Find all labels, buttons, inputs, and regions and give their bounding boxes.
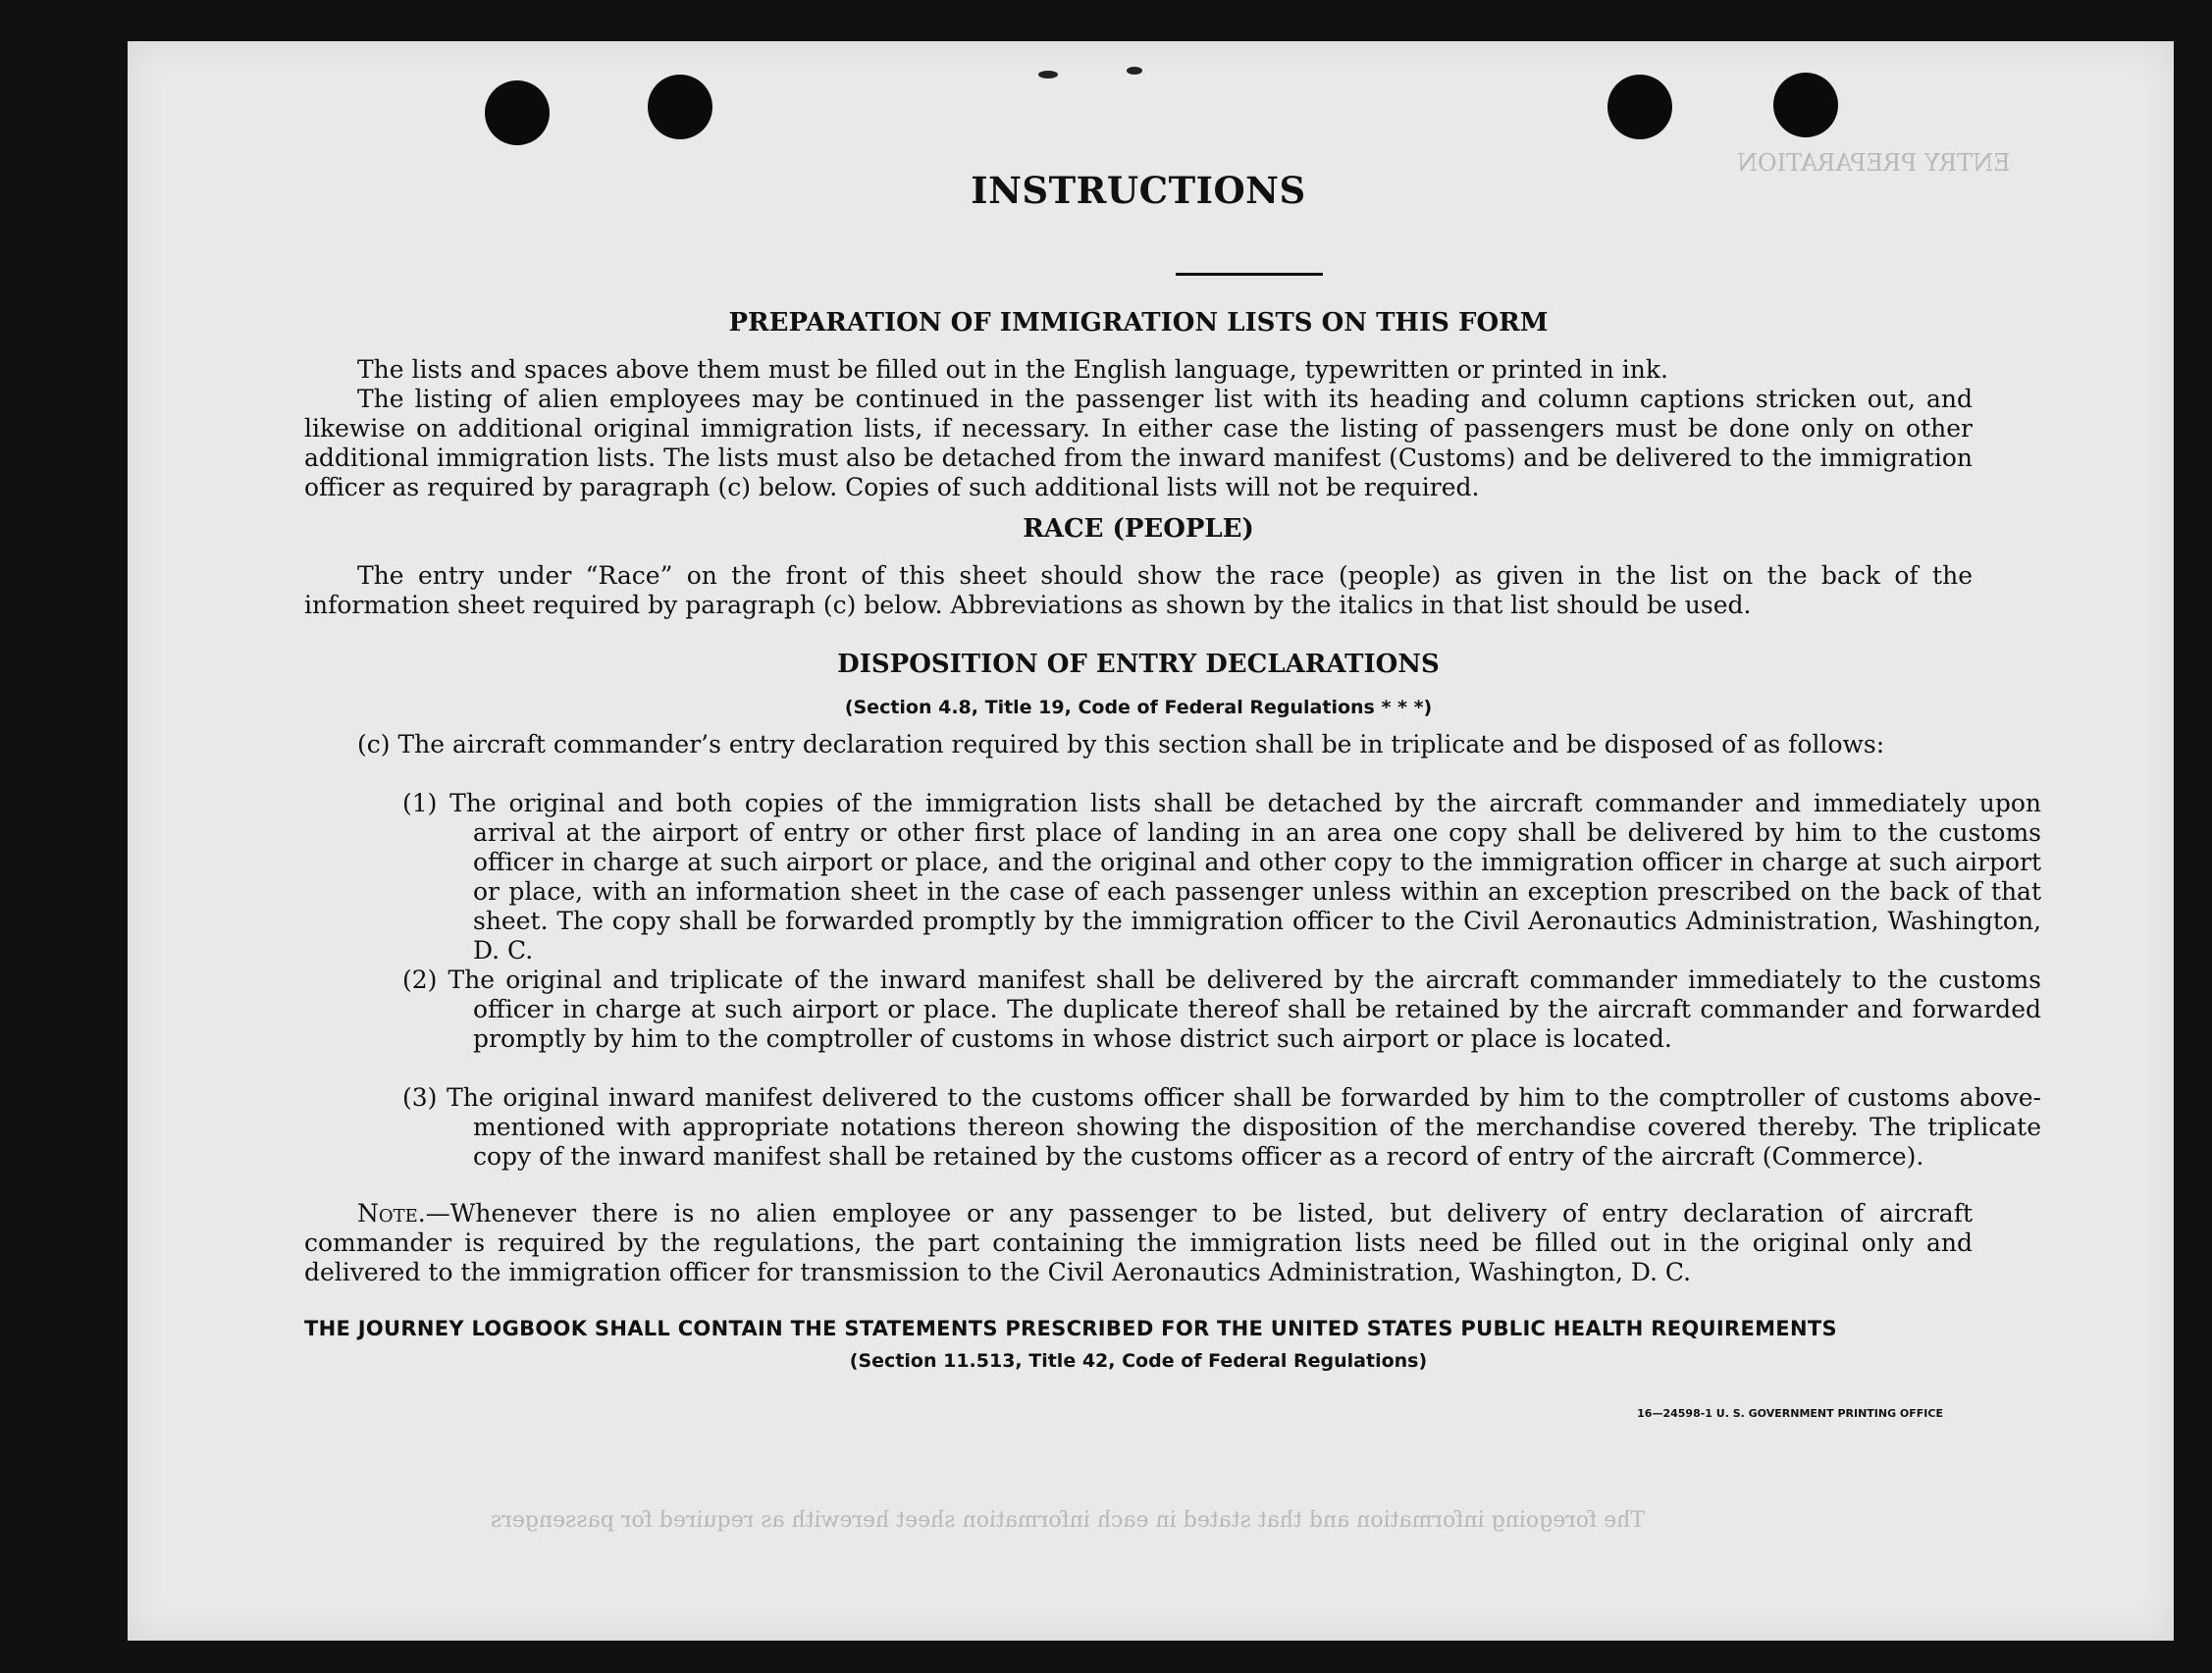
- note-paragraph: [304, 1199, 1973, 1287]
- section-heading-preparation: PREPARATION OF IMMIGRATION LISTS ON THIS FORM: [728, 308, 1549, 338]
- paragraph-language: The lists and spaces above them must be filled out in the English language, typewritten or printed in ink.: [357, 355, 1668, 384]
- health-citation: (Section 11.513, Title 42, Code of Federal Regulations): [849, 1350, 1428, 1372]
- title-underline: [1176, 273, 1323, 276]
- ink-speck: [1038, 71, 1058, 78]
- list-item: (3) The original inward manifest delivered to the customs officer shall be forwarded by him to the comptroller of customs above-mentioned with appropriate notations thereon showing the disposition of the merchandise covered thereby. The triplicate copy of the inward manifest shall be retained by the customs officer as a record of entry of the aircraft (Commerce).: [402, 1083, 2041, 1171]
- punch-hole: [1773, 73, 1838, 137]
- health-requirements-statement: THE JOURNEY LOGBOOK SHALL CONTAIN THE STATEMENTS PRESCRIBED FOR THE UNITED STATES PUBLIC HEALTH REQUIREMENTS: [304, 1317, 1837, 1340]
- bleed-through-text: The foregoing information and that stated in each information sheet herewith as required for passengers: [491, 1508, 1645, 1533]
- printing-office-imprint: 16—24598-1 U. S. GOVERNMENT PRINTING OFFICE: [1637, 1407, 1943, 1420]
- ink-speck: [1127, 67, 1142, 75]
- list-item: (2) The original and triplicate of the inward manifest shall be delivered by the aircraft commander immediately to the customs officer in charge at such airport or place. The duplicate thereof shall be retained by the aircraft commander and forwarded promptly by him to the comptroller of customs in whose district such airport or place is located.: [402, 966, 2041, 1053]
- paragraph-c-intro: (c) The aircraft commander’s entry declaration required by this section shall be in triplicate and be disposed of as follows:: [357, 730, 1885, 758]
- page-title: INSTRUCTIONS: [971, 169, 1306, 212]
- disposition-citation: (Section 4.8, Title 19, Code of Federal Regulations * * *): [844, 697, 1433, 718]
- paragraph-race: The entry under “Race” on the front of this sheet should show the race (people) as given in the list on the back of the information sheet required by paragraph (c) below. Abbreviations as shown by the italics in that list should be used.: [304, 561, 1973, 619]
- list-item: (1) The original and both copies of the immigration lists shall be detached by the aircraft commander and immediately upon arrival at the airport of entry or other first place of landing in an area one copy shall be delivered by him to the customs officer in charge at such airport or place, and the original and other copy to the immigration officer in charge at such airport or place, with an information sheet in the case of each passenger unless within an exception prescribed on the back of that sheet. The copy shall be forwarded promptly by the immigration officer to the Civil Aeronautics Administration, Washington, D. C.: [402, 789, 2041, 965]
- bleed-through-text: ENTRY PREPARATION: [1737, 149, 2011, 177]
- note-label: Note.: [357, 1199, 426, 1228]
- punch-hole: [485, 80, 550, 145]
- section-heading-disposition: DISPOSITION OF ENTRY DECLARATIONS: [837, 650, 1440, 679]
- paragraph-alien-employees: The listing of alien employees may be continued in the passenger list with its heading and column captions stricken out, and likewise on additional original immigration lists, if necessary. In either case the listing of passengers must be done only on other additional immigration lists. The lists must also be detached from the inward manifest (Customs) and be delivered to the immigration officer as required by paragraph (c) below. Copies of such additional lists will not be required.: [304, 385, 1973, 501]
- section-heading-race: RACE (PEOPLE): [1023, 514, 1254, 544]
- note-text: —Whenever there is no alien employee or any passenger to be listed, but delivery of entry declaration of aircraft commander is required by the regulations, the part containing the immigration lists need be filled out in the original only and delivered to the immigration officer for transmission to the Civil Aeronautics Administration, Washington, D. C.: [304, 1199, 1973, 1286]
- punch-hole: [648, 75, 712, 139]
- punch-hole: [1607, 75, 1672, 139]
- document-page: [128, 41, 2174, 1641]
